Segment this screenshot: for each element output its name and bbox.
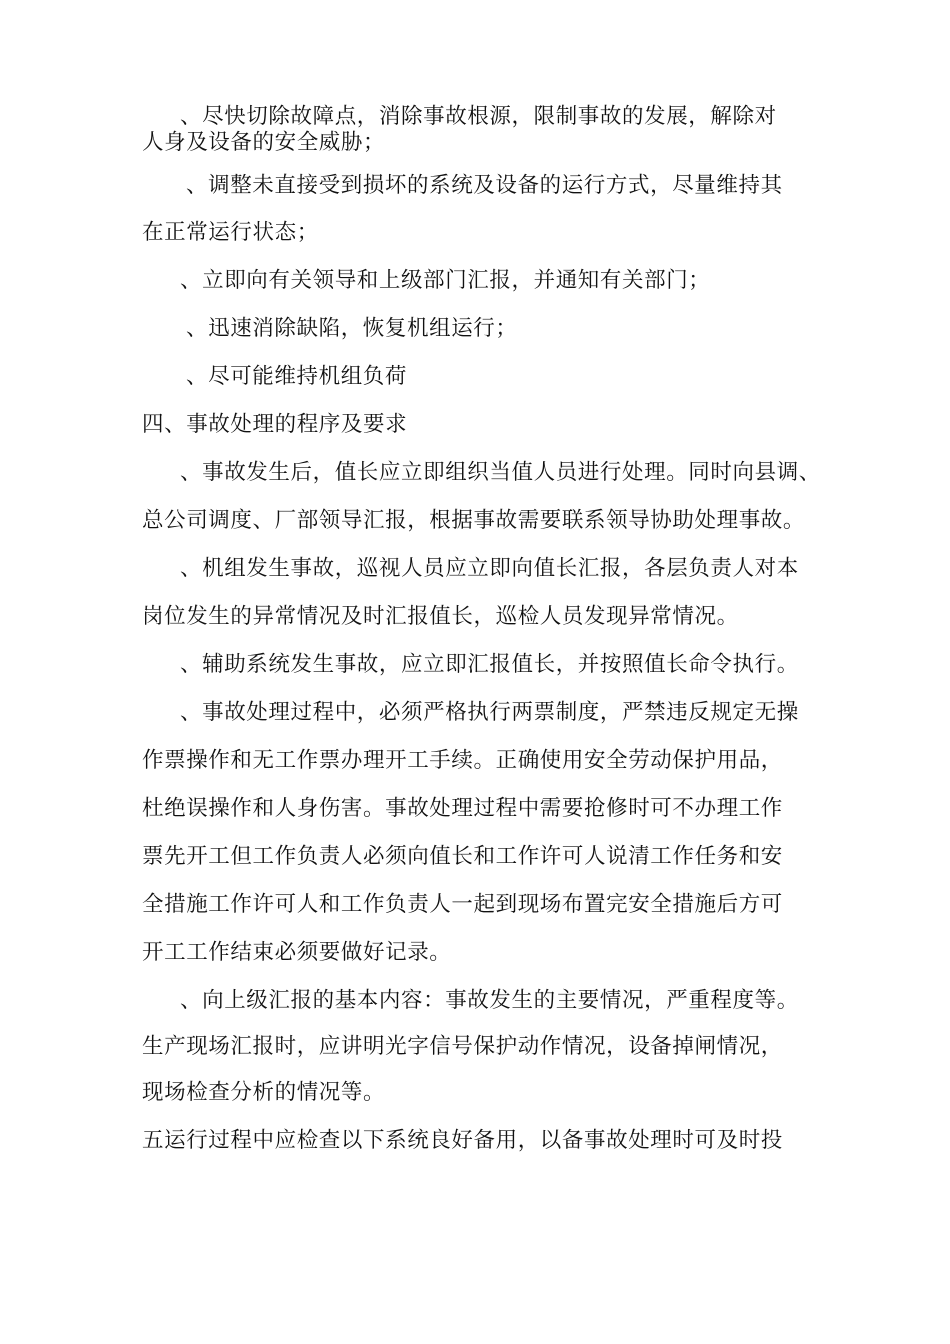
- text-line-19: 开工工作结束必须要做好记录。: [142, 940, 452, 965]
- text-line-1: 、尽快切除故障点，消除事故根源，限制事故的发展，解除对: [180, 104, 777, 129]
- text-line-15: 作票操作和无工作票办理开工手续。正确使用安全劳动保护用品，: [142, 748, 783, 773]
- text-line-22: 现场检查分析的情况等。: [142, 1080, 386, 1105]
- text-line-18: 全措施工作许可人和工作负责人一起到现场布置完安全措施后方可: [142, 892, 783, 917]
- text-line-7: 、尽可能维持机组负荷: [186, 364, 408, 389]
- text-line-13: 、辅助系统发生事故，应立即汇报值长，并按照值长命令执行。: [180, 652, 799, 677]
- text-line-21: 生产现场汇报时，应讲明光字信号保护动作情况，设备掉闸情况，: [142, 1034, 783, 1059]
- text-line-5: 、立即向有关领导和上级部门汇报，并通知有关部门；: [180, 268, 711, 293]
- section-heading-5: 五运行过程中应检查以下系统良好备用，以备事故处理时可及时投: [142, 1128, 783, 1153]
- section-heading-4: 四、事故处理的程序及要求: [142, 412, 408, 437]
- text-line-6: 、迅速消除缺陷，恢复机组运行；: [186, 316, 518, 341]
- text-line-17: 票先开工但工作负责人必须向值长和工作许可人说清工作任务和安: [142, 844, 783, 869]
- text-line-4: 在正常运行状态；: [142, 220, 319, 245]
- text-line-14: 、事故处理过程中，必须严格执行两票制度，严禁违反规定无操: [180, 700, 799, 725]
- text-line-12: 岗位发生的异常情况及时汇报值长，巡检人员发现异常情况。: [142, 604, 739, 629]
- text-line-10: 总公司调度、厂部领导汇报，根据事故需要联系领导协助处理事故。: [142, 508, 806, 533]
- text-line-9: 、事故发生后，值长应立即组织当值人员进行处理。同时向县调、: [180, 460, 821, 485]
- text-line-2: 人身及设备的安全威胁；: [142, 130, 386, 155]
- text-line-11: 、机组发生事故，巡视人员应立即向值长汇报，各层负责人对本: [180, 556, 799, 581]
- text-line-16: 杜绝误操作和人身伤害。事故处理过程中需要抢修时可不办理工作: [142, 796, 783, 821]
- text-line-3: 、调整未直接受到损坏的系统及设备的运行方式，尽量维持其: [186, 173, 783, 198]
- text-line-20: 、向上级汇报的基本内容：事故发生的主要情况，严重程度等。: [180, 988, 799, 1013]
